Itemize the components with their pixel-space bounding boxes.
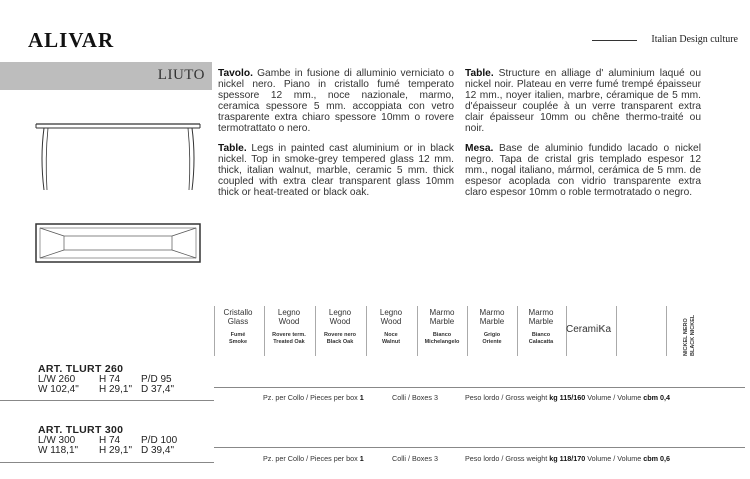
tagline-rule [592, 40, 637, 41]
dim-depth-inch: D 39,4" [141, 445, 175, 456]
dim-length-inch: W 118,1" [38, 445, 79, 456]
material-column-marble-calacatta [517, 308, 565, 346]
weight-value: kg 115/160 [549, 393, 586, 402]
nickel-label-it: NICKEL NERO [683, 318, 689, 356]
material-head: Legno [277, 308, 301, 317]
table-side-view-drawing [34, 118, 204, 198]
material-finish: Calacatta [528, 339, 554, 345]
column-separator [616, 306, 617, 356]
description-spanish [465, 143, 701, 198]
description-french [465, 68, 701, 134]
description-text: Structure en alliage d' aluminium laqué ou nickel noir. Plateau en verre fumé trempé épaisseur 12 mm., noyer italien, marbre, céramique de 5 mm. d'épaisseur couplée à un verre transparent extra clair épaisseur 10mm ou chêne thermo-traité ou noir. [465, 68, 701, 134]
material-column-marble-michelangelo [418, 308, 466, 346]
material-finish: Black Oak [326, 339, 354, 345]
pieces-label: Pz. per Collo / Pieces per box [263, 454, 358, 463]
article-code: ART. TLURT 260 [38, 363, 124, 375]
volume-label: Volume / Volume [587, 454, 642, 463]
article-weight-info [465, 454, 670, 463]
row-divider [0, 400, 214, 401]
dim-depth: P/D 100 [141, 435, 178, 446]
column-separator [666, 306, 667, 356]
ceramika-accent: K [598, 324, 606, 335]
material-finish: Oriente [482, 339, 502, 345]
material-head: Wood [380, 317, 402, 326]
material-head: Cristallo [223, 308, 253, 317]
pieces-value: 1 [359, 454, 364, 463]
material-finish: Rovere term. [272, 332, 306, 338]
ceramika-text: a [605, 324, 612, 335]
material-column-marble-oriente [468, 308, 516, 346]
tagline: Italian Design culture [651, 34, 738, 45]
material-column-walnut [367, 308, 415, 346]
boxes-value: 3 [433, 393, 438, 402]
description-text: Base de aluminio fundido lacado o nickel negro. Tapa de cristal gris templado espesor 12 mm., nogal italiano, mármol, cerámica de 5 mm. de espesor acoplada con vidrio transparente extra claro espesor 10mm o roble termotratado o negro. [465, 143, 701, 198]
material-finish: Rovere nero [323, 332, 357, 338]
material-head: Marmo [429, 308, 455, 317]
material-finish: Noce [384, 332, 398, 338]
material-finish: Michelangelo [424, 339, 460, 345]
ceramika-logo [566, 324, 611, 335]
material-finish: Bianco [432, 332, 452, 338]
material-column-glass [214, 308, 262, 346]
dim-height-inch: H 29,1" [99, 384, 133, 395]
row-divider [214, 387, 745, 388]
dim-length: L/W 260 [38, 374, 76, 385]
row-divider [0, 462, 214, 463]
material-head: Wood [329, 317, 351, 326]
product-name: LIUTO [157, 67, 205, 83]
description-lead: Mesa. [465, 143, 494, 154]
dim-depth-inch: D 37,4" [141, 384, 175, 395]
boxes-value: 3 [433, 454, 438, 463]
description-lead: Table. [218, 143, 247, 154]
material-head: Wood [278, 317, 300, 326]
article-code: ART. TLURT 300 [38, 424, 124, 436]
pieces-value: 1 [359, 393, 364, 402]
description-lead: Table. [465, 68, 494, 79]
material-head: Legno [328, 308, 352, 317]
material-head: Glass [227, 317, 249, 326]
row-divider [214, 447, 745, 448]
material-head: Marmo [528, 308, 554, 317]
volume-value: cbm 0,6 [643, 454, 670, 463]
dim-height-inch: H 29,1" [99, 445, 133, 456]
material-head: Marmo [479, 308, 505, 317]
description-text: Gambe in fusione di alluminio verniciato o nickel nero. Piano in cristallo fumé temperato spessore 12 mm., noce nazionale, marmo, ceramica spessore 5 mm. accoppiata con vetro trasparente extra chiaro spessore 10mm o rovere termotrattato o nero. [218, 68, 454, 134]
table-top-view-drawing [34, 222, 204, 266]
material-finish: Fumé [230, 332, 246, 338]
ceramika-text: Cerami [566, 324, 599, 335]
material-head: Legno [379, 308, 403, 317]
pieces-label: Pz. per Collo / Pieces per box [263, 393, 358, 402]
material-finish: Smoke [228, 339, 248, 345]
material-head: Marble [479, 317, 505, 326]
article-packing-info [263, 454, 364, 463]
boxes-label: Colli / Boxes [392, 454, 432, 463]
dim-depth: P/D 95 [141, 374, 172, 385]
description-lead: Tavolo. [218, 68, 253, 79]
weight-label: Peso lordo / Gross weight [465, 393, 548, 402]
material-head: Marble [429, 317, 455, 326]
article-weight-info [465, 393, 670, 402]
dim-height: H 74 [99, 435, 121, 446]
brand-logo: ALIVAR [28, 28, 115, 52]
description-italian [218, 68, 454, 134]
article-boxes-info [392, 454, 438, 463]
dim-height: H 74 [99, 374, 121, 385]
boxes-label: Colli / Boxes [392, 393, 432, 402]
weight-value: kg 118/170 [549, 454, 586, 463]
material-finish: Grigio [483, 332, 501, 338]
material-finish: Bianco [531, 332, 551, 338]
weight-label: Peso lordo / Gross weight [465, 454, 548, 463]
volume-label: Volume / Volume [587, 393, 642, 402]
dim-length: L/W 300 [38, 435, 76, 446]
dim-length-inch: W 102,4" [38, 384, 79, 395]
description-english [218, 143, 454, 198]
nickel-label-en: BLACK NICKEL [690, 314, 696, 356]
description-text: Legs in painted cast aluminium or in black nickel. Top in smoke-grey tempered glass 12 mm. thick, italian walnut, marble, ceramic 5 mm. thick coupled with extra clear transparent glass 10mm thick or heat-treated or black oak. [218, 143, 454, 198]
volume-value: cbm 0,4 [643, 393, 670, 402]
material-column-black-oak [316, 308, 364, 346]
article-boxes-info [392, 393, 438, 402]
material-head: Marble [528, 317, 554, 326]
article-packing-info [263, 393, 364, 402]
material-finish: Walnut [381, 339, 401, 345]
material-column-treated-oak [265, 308, 313, 346]
material-finish: Treated Oak [273, 339, 305, 345]
